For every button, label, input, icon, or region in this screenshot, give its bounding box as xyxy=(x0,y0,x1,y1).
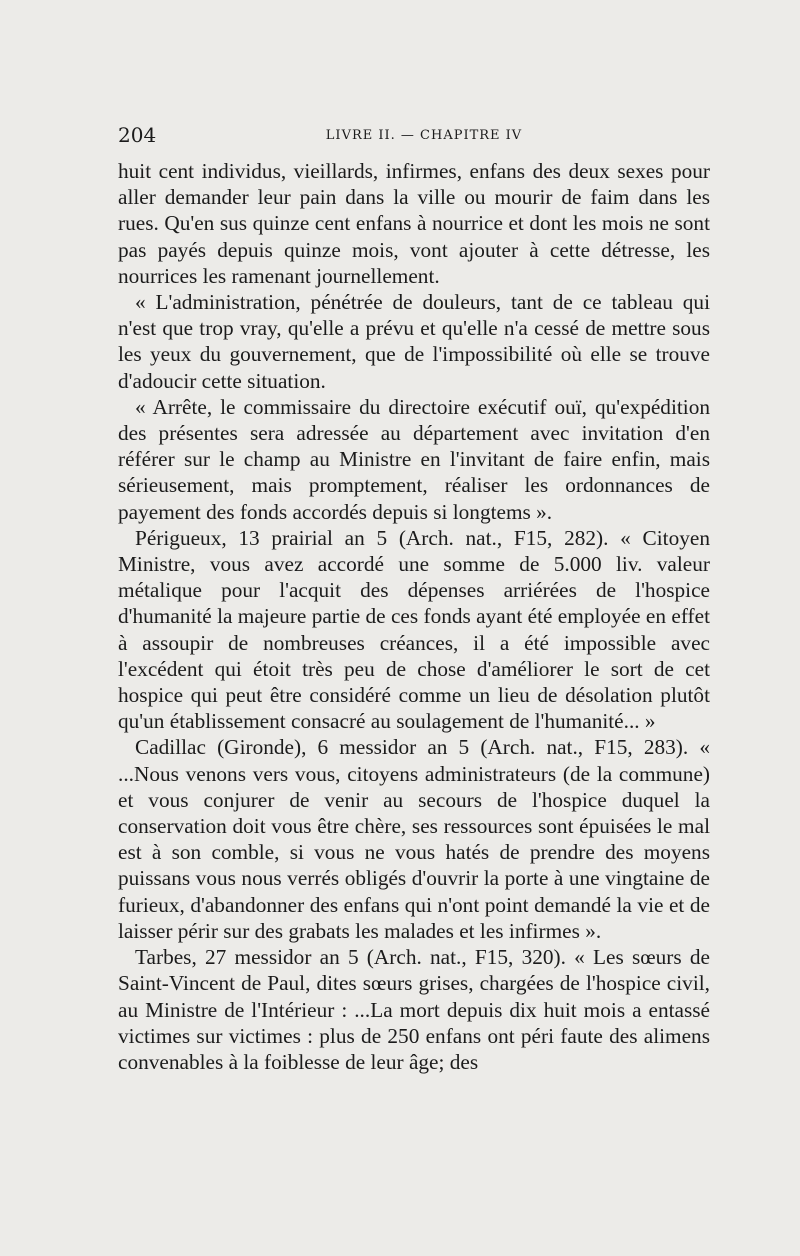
paragraph: Périgueux, 13 prairial an 5 (Arch. nat., F15, 282). « Citoyen Ministre, vous avez accordé une somme de 5.000 liv. valeur métalique pour l'acquit des dépenses arriérées de l'hospice d'humanité la majeure partie de ces fonds ayant été employée en effet à assoupir de nombreuses créances, il a été impossible avec l'excédent qui étoit très peu de chose d'améliorer le sort de cet hospice qui peut être considéré comme un lieu de désolation plutôt qu'un établissement consacré au soulagement de l'humanité... » xyxy=(118,525,710,734)
running-head: LIVRE II. — CHAPITRE IV xyxy=(325,128,523,143)
paragraph: huit cent individus, vieillards, infirmes, enfans des deux sexes pour aller demander leur pain dans la ville ou mourir de faim dans les rues. Qu'en sus quinze cent enfans à nourrice et dont les mois ne sont pas payés depuis quinze mois, vont ajouter à cette détresse, les nourrices les ramenant journellement. xyxy=(118,159,710,288)
paragraph: « Arrête, le commissaire du directoire exécutif ouï, qu'expédition des présentes sera adressée au département avec invitation d'en référer sur le champ au Ministre en l'invitant de faire enfin, mais sérieusement, mais promptement, réaliser les ordonnances de payement des fonds accordés depuis si longtems ». xyxy=(118,394,710,524)
body-text xyxy=(118,158,710,1075)
paragraph: « L'administration, pénétrée de douleurs, tant de ce tableau qui n'est que trop vray, qu'elle a prévu et qu'elle n'a cessé de mettre sous les yeux du gouvernement, que de l'impossibilité où elle se trouve d'adoucir cette situation. xyxy=(118,290,710,393)
page-number: 204 xyxy=(118,123,157,147)
page-header xyxy=(118,121,710,149)
paragraph: Cadillac (Gironde), 6 messidor an 5 (Arch. nat., F15, 283). « ...Nous venons vers vous, citoyens administrateurs (de la commune) et vous conjurer de venir au secours de l'hospice duquel la conservation doit vous être chère, ses ressources sont épuisées le mal est à son comble, si vous ne vous hatés de prendre des moyens puissans vous nous verrés obligés d'ouvrir la porte à une vingtaine de furieux, d'abandonner des enfans qui n'ont point demandé la vie et de laisser périr sur des grabats les malades et les infirmes ». xyxy=(118,735,710,943)
paragraph: Tarbes, 27 messidor an 5 (Arch. nat., F15, 320). « Les sœurs de Saint-Vincent de Paul, dites sœurs grises, chargées de l'hospice civil, au Ministre de l'Intérieur : ...La mort depuis dix huit mois a entassé victimes sur victimes : plus de 250 enfans ont péri faute des alimens convenables à la foiblesse de leur âge; des xyxy=(118,945,710,1074)
